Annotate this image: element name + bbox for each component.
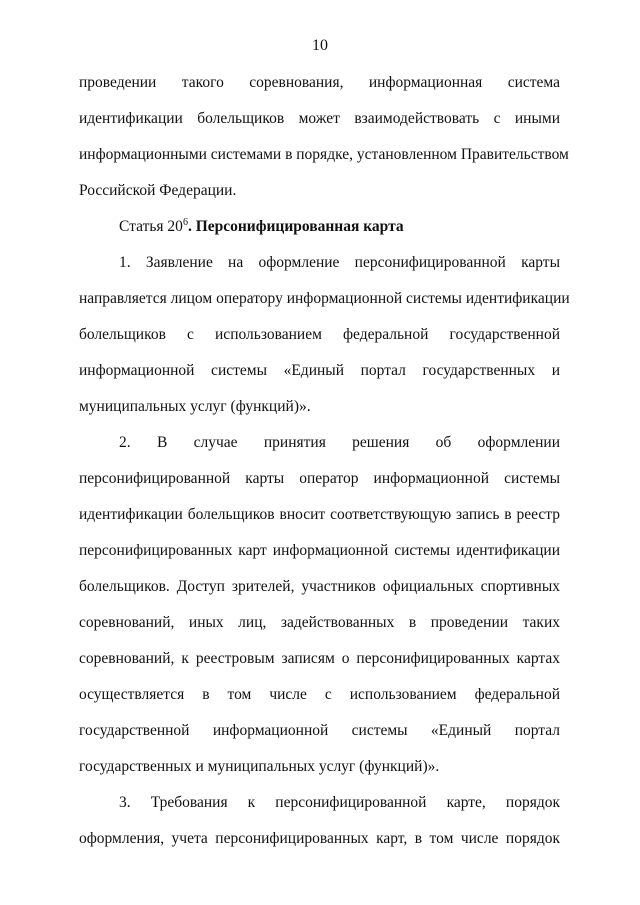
item-2-line: государственной информационной системы «Единый портал bbox=[79, 722, 560, 739]
item-2-line: персонифицированной карты оператор информационной системы bbox=[79, 470, 560, 487]
item-1-line: информационной системы «Единый портал государственных и bbox=[79, 362, 560, 379]
text-line: информационными системами в порядке, установленном Правительством bbox=[79, 146, 569, 163]
text-line: Российской Федерации. bbox=[79, 182, 237, 199]
page-number: 10 bbox=[312, 37, 328, 54]
item-3-line: 3. Требования к персонифицированной карте, порядок bbox=[119, 794, 560, 811]
item-2-line: персонифицированных карт информационной системы идентификации bbox=[79, 542, 560, 559]
article-prefix: Статья 20 bbox=[119, 218, 183, 235]
item-2-line: соревнований, иных лиц, задействованных в проведении таких bbox=[79, 614, 560, 631]
item-2-line: соревнований, к реестровым записям о персонифицированных картах bbox=[79, 650, 560, 667]
item-1-line: муниципальных услуг (функций)». bbox=[79, 398, 311, 415]
item-2-line: болельщиков. Доступ зрителей, участников официальных спортивных bbox=[79, 578, 560, 595]
item-2-line: осуществляется в том числе с использованием федеральной bbox=[79, 686, 560, 703]
item-2-line: 2. В случае принятия решения об оформлении bbox=[119, 434, 560, 451]
item-2-line: идентификации болельщиков вносит соответствующую запись в реестр bbox=[79, 506, 560, 523]
article-title: . Персонифицированная карта bbox=[187, 218, 404, 235]
item-1-line: 1. Заявление на оформление персонифицированной карты bbox=[119, 254, 560, 271]
text-line: проведении такого соревнования, информационная система bbox=[79, 74, 560, 91]
item-3-line: оформления, учета персонифицированных карт, в том числе порядок bbox=[79, 830, 560, 847]
article-superscript: 6 bbox=[182, 216, 188, 228]
article-heading bbox=[119, 217, 404, 237]
item-2-line: государственных и муниципальных услуг (функций)». bbox=[79, 758, 440, 775]
item-1-line: болельщиков с использованием федеральной государственной bbox=[79, 326, 560, 343]
item-1-line: направляется лицом оператору информационной системы идентификации bbox=[79, 290, 570, 307]
text-line: идентификации болельщиков может взаимодействовать с иными bbox=[79, 110, 560, 127]
